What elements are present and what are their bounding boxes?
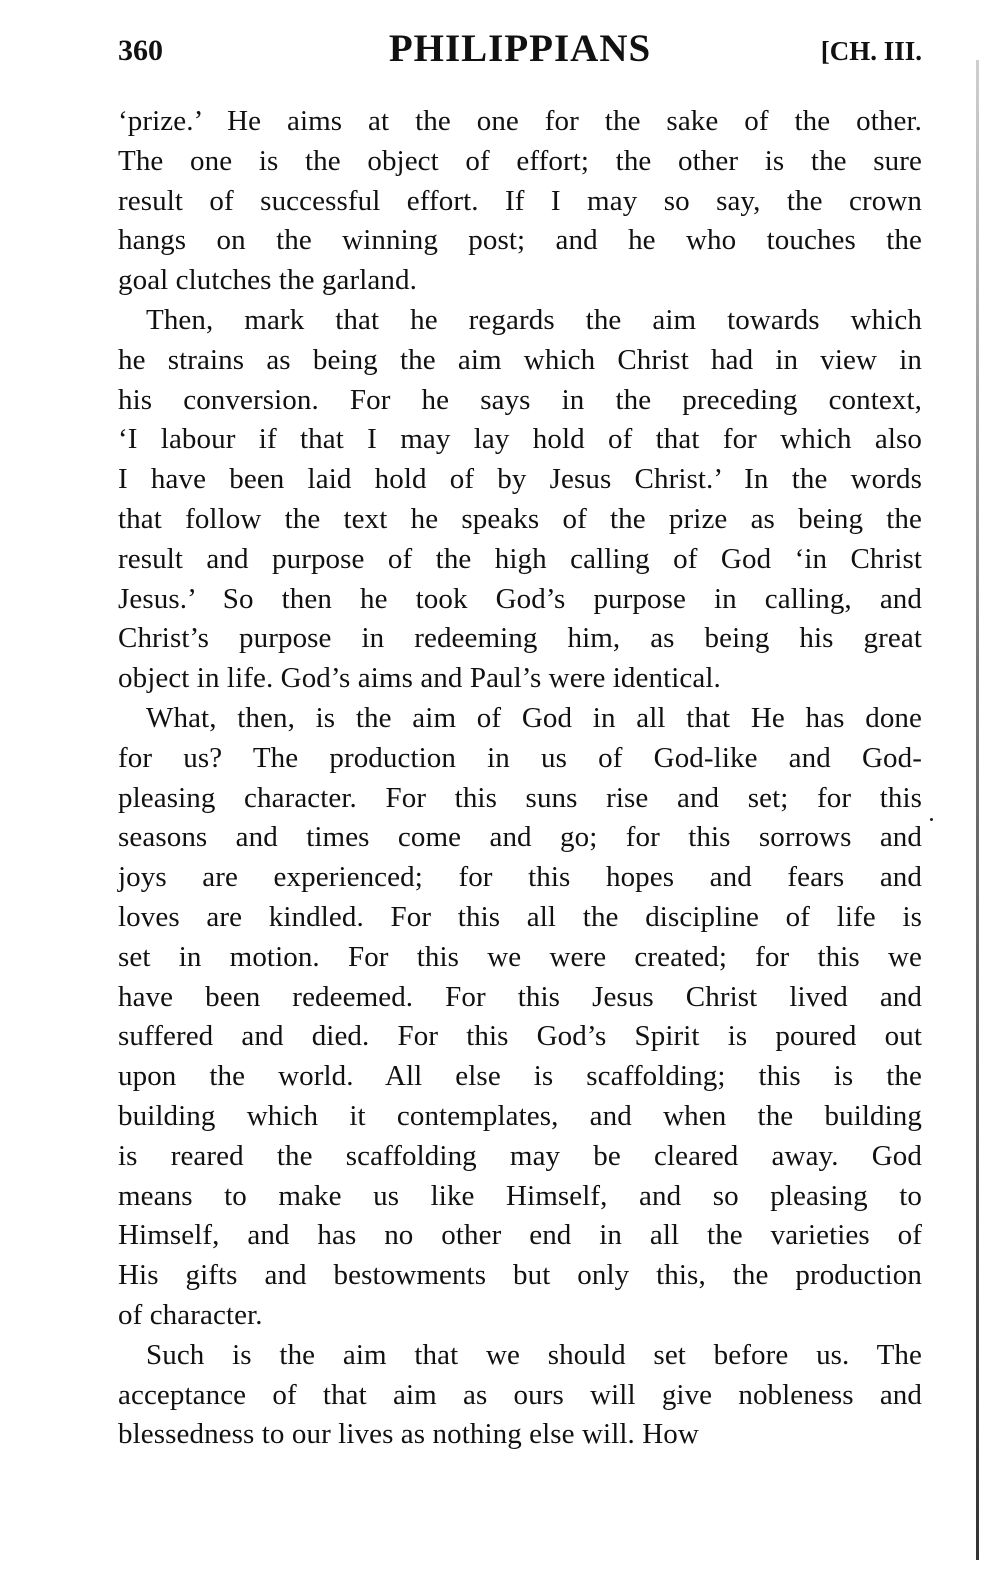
ink-speck [930, 818, 933, 821]
text-line: for us? The production in us of God-like and God- [118, 741, 922, 774]
text-line: Then, mark that he regards the aim towards which [146, 303, 922, 336]
paragraph [118, 699, 922, 1336]
text-line: joys are experienced; for this hopes and fears and [118, 861, 922, 894]
text-line: building which it contemplates, and when the building [118, 1099, 922, 1132]
text-line: his conversion. For he says in the preceding context, [118, 383, 922, 416]
text-line: set in motion. For this we were created; for this we [118, 940, 922, 973]
text-line: I have been laid hold of by Jesus Christ.’ In the words [118, 463, 922, 496]
text-line: that follow the text he speaks of the prize as being the [118, 502, 922, 535]
page-edge-shadow [976, 60, 979, 1560]
text-line: The one is the object of effort; the other is the sure [118, 144, 922, 177]
text-line: ‘I labour if that I may lay hold of that for which also [118, 423, 922, 456]
chapter-reference: [CH. III. [820, 36, 922, 66]
text-line: is reared the scaffolding may be cleared away. God [118, 1139, 922, 1172]
text-line: loves are kindled. For this all the discipline of life is [118, 900, 922, 933]
text-line: of character. [118, 1298, 263, 1331]
body-text [118, 102, 922, 1455]
text-line: Christ’s purpose in redeeming him, as being his great [118, 622, 922, 655]
book-page [118, 26, 922, 1455]
text-line: seasons and times come and go; for this sorrows and [118, 821, 922, 854]
text-line: have been redeemed. For this Jesus Christ lived and [118, 980, 922, 1013]
text-line: goal clutches the garland. [118, 264, 417, 297]
text-line: blessedness to our lives as nothing else will. How [118, 1418, 699, 1451]
text-line: His gifts and bestowments but only this, the production [118, 1259, 922, 1292]
text-line: result of successful effort. If I may so say, the crown [118, 184, 922, 217]
text-line: Such is the aim that we should set before us. The [146, 1338, 922, 1371]
text-line: ‘prize.’ He aims at the one for the sake of the other. [118, 105, 922, 137]
page-number: 360 [118, 34, 163, 67]
running-title: PHILIPPIANS [388, 27, 652, 70]
running-head [118, 26, 922, 82]
text-line: What, then, is the aim of God in all that He has done [146, 701, 922, 734]
paragraph [118, 102, 922, 301]
text-line: pleasing character. For this suns rise and set; for this [118, 781, 922, 814]
text-line: suffered and died. For this God’s Spirit is poured out [118, 1020, 922, 1053]
text-line: upon the world. All else is scaffolding; this is the [118, 1060, 922, 1093]
paragraph [118, 1336, 922, 1455]
text-line: Jesus.’ So then he took God’s purpose in calling, and [118, 582, 922, 615]
text-line: object in life. God’s aims and Paul’s were identical. [118, 662, 721, 695]
text-line: means to make us like Himself, and so pleasing to [118, 1179, 922, 1212]
text-line: he strains as being the aim which Christ had in view in [118, 343, 922, 376]
text-line: hangs on the winning post; and he who touches the [118, 224, 922, 257]
text-line: result and purpose of the high calling of God ‘in Christ [118, 542, 922, 575]
paragraph [118, 301, 922, 699]
text-line: Himself, and has no other end in all the varieties of [118, 1219, 922, 1252]
text-line: acceptance of that aim as ours will give nobleness and [118, 1378, 922, 1411]
